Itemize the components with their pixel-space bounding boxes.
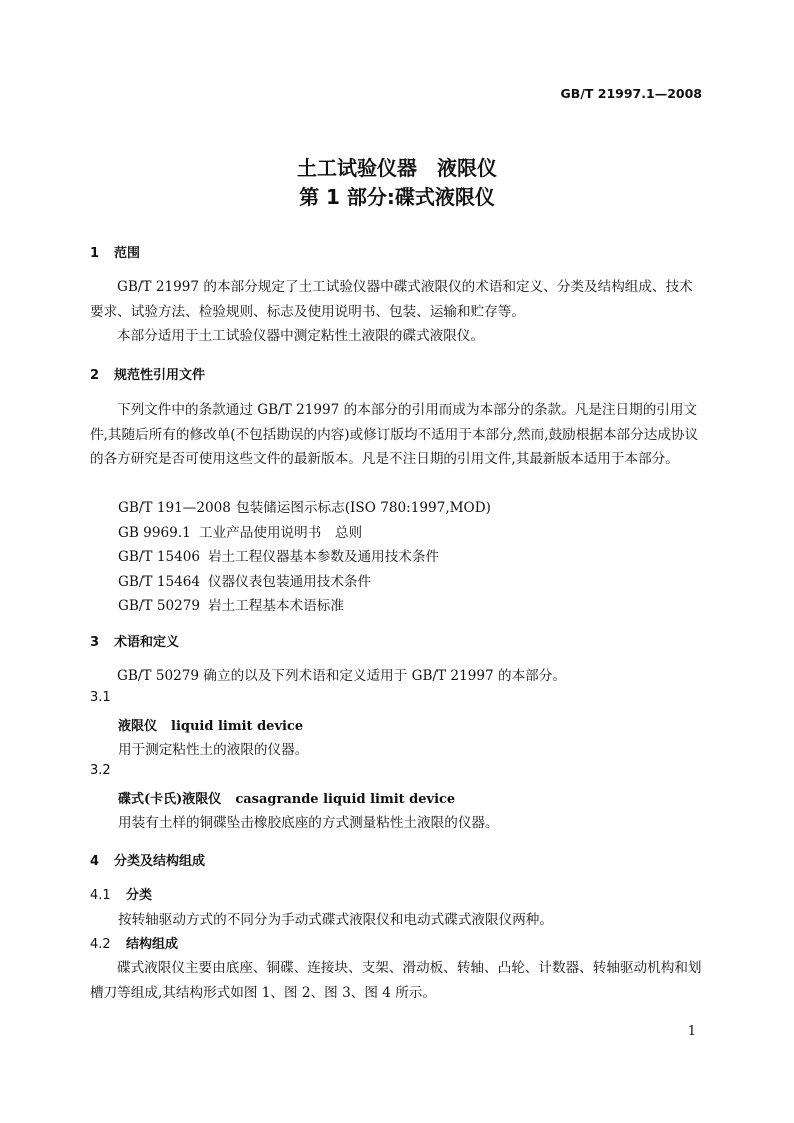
section-number: 3 [90,635,100,650]
section-4-heading [90,850,205,869]
reference-item [118,545,439,565]
term-en: casagrande liquid limit device [235,792,456,807]
section-title: 术语和定义 [114,635,180,650]
reference-title: 仪器仪表包装通用技术条件 [208,574,372,590]
term-3-1-definition: 用于测定粘性土的液限的仪器。 [118,742,309,758]
subsection-number: 4.1 [90,888,111,903]
term-3-2-definition: 用装有土样的铜碟坠击橡胶底座的方式测量粘性土液限的仪器。 [118,815,499,831]
reference-code: GB/T 15406 [118,549,201,565]
section-2-heading [90,364,205,383]
reference-title: 岩土工程仪器基本参数及通用技术条件 [208,549,440,565]
reference-code: GB/T 50279 [118,598,201,614]
section-3-heading [90,631,179,650]
section-1-paragraph-1: GB/T 21997 的本部分规定了土工试验仪器中碟式液限仪的术语和定义、分类及结构组成、技术要求、试验方法、检验规则、标志及使用说明书、包装、运输和贮存等。 [90,279,693,320]
reference-title: 岩土工程基本术语标准 [208,598,344,614]
term-3-1 [118,715,303,734]
section-3-paragraph-1: GB/T 50279 确立的以及下列术语和定义适用于 GB/T 21997 的本部分。 [117,668,566,684]
subsection-3-2-number: 3.2 [90,763,111,778]
reference-title: 工业产品使用说明书 总则 [199,525,363,541]
subsection-4-1-paragraph: 按转轴驱动方式的不同分为手动式碟式液限仪和电动式碟式液限仪两种。 [118,912,553,928]
section-number: 4 [90,854,100,869]
section-title: 分类及结构组成 [114,854,206,869]
reference-code: GB/T 191—2008 [118,500,231,516]
page-number: 1 [687,1024,696,1039]
reference-item [118,594,344,614]
section-1-paragraph-2: 本部分适用于土工试验仪器中测定粘性土液限的碟式液限仪。 [117,328,485,344]
standard-number: GB/T 21997.1—2008 [560,86,702,101]
term-3-2 [118,788,455,807]
reference-code: GB 9969.1 [118,525,191,541]
subsection-4-2-paragraph: 碟式液限仪主要由底座、铜碟、连接块、支架、滑动板、转轴、凸轮、计数器、转轴驱动机构和划槽刀等组成,其结构形式如图 1、图 2、图 3、图 4 所示。 [90,960,702,1001]
term-en: liquid limit device [171,719,304,734]
reference-title: 包装储运图示标志(ISO 780:1997,MOD) [236,500,491,516]
reference-code: GB/T 15464 [118,574,201,590]
subsection-title: 结构组成 [126,937,179,952]
subsection-3-1-number: 3.1 [90,690,111,705]
reference-item [118,496,491,516]
section-number: 1 [90,246,100,261]
reference-item [118,570,371,590]
subsection-title: 分类 [126,888,153,903]
reference-item [118,521,362,541]
term-zh: 液限仪 [118,719,158,734]
term-zh: 碟式(卡氏)液限仪 [118,792,222,807]
document-subtitle: 第 1 部分:碟式液限仪 [299,185,495,209]
document-title: 土工试验仪器 液限仪 [297,156,497,180]
section-number: 2 [90,368,100,383]
subsection-4-2-heading [90,933,178,952]
section-title: 范围 [114,246,141,261]
section-title: 规范性引用文件 [114,368,206,383]
section-1-heading [90,242,140,261]
subsection-4-1-heading [90,884,152,903]
section-2-paragraph-1: 下列文件中的条款通过 GB/T 21997 的本部分的引用而成为本部分的条款。凡是注日期的引用文件,其随后所有的修改单(不包括勘误的内容)或修订版均不适用于本部分,然而,鼓励根据本部分达成协议的各方研究是否可使用这些文件的最新版本。凡是不注日期的引用文件,其最新版本适用于本部分。 [90,402,699,467]
subsection-number: 4.2 [90,937,111,952]
